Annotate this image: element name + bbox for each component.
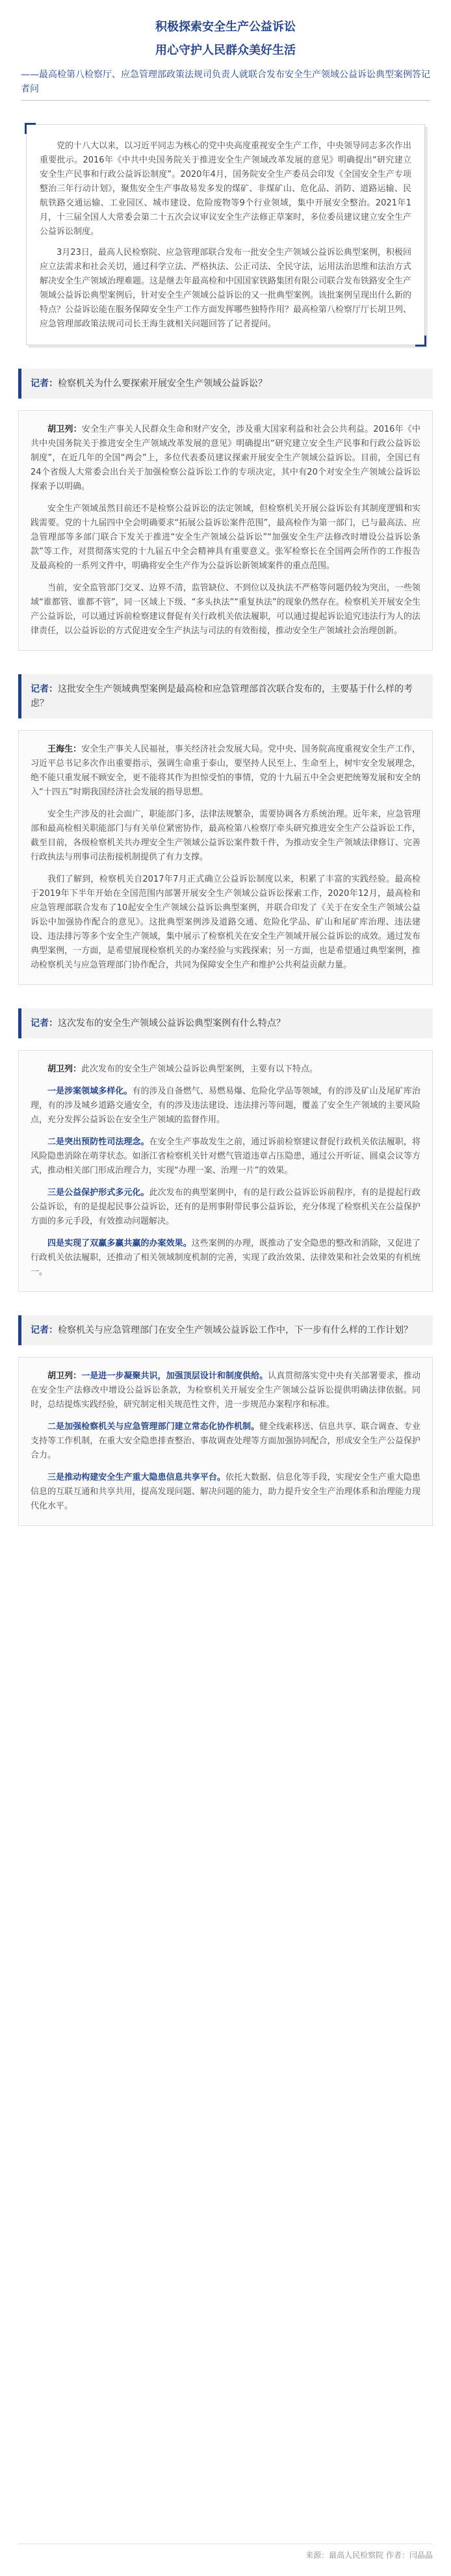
answer-text: 认真贯彻落实党中央有关部署要求，推动在安全生产法修改中增设公益诉讼条款，为检察机关开展安全生产领域公益诉讼提供明确法律依据。同时，总结提炼实践经验，研究制定相关规范性文件，进一步规范办案程序和标准。 [31, 1371, 420, 1410]
answer-paragraph [31, 873, 420, 973]
answer-block [18, 1050, 433, 1292]
question-block [18, 674, 433, 718]
answer-paragraph [31, 1062, 420, 1077]
answer-text: 此次发布的典型案例中，有的是行政公益诉讼诉前程序，有的是提起行政公益诉讼，有的是提起民事公益诉讼，还有的是刑事附带民事公益诉讼，充分体现了检察机关在公益保护方面的多元手段，有效推动问题解决。 [31, 1188, 420, 1226]
answer-paragraph [31, 423, 420, 494]
answer-paragraph [31, 808, 420, 865]
question-block [18, 369, 433, 399]
point-heading: 四是实现了双赢多赢共赢的办案效果。 [47, 1239, 192, 1248]
answer-text: 当前，安全监管部门交叉、边界不清，监管缺位、不到位以及执法不严格等问题仍较为突出，一些领域“谁都管、谁都不管”，同一区域上下级、“多头执法”“重复执法”的现象仍然存在。检察机关开展安全生产公益诉讼，可以通过诉前检察建议督促有关行政机关依法履职，可以通过提起诉讼追究违法行为人的法律责任，以公益诉讼的方式促进安全生产执法与司法的有效衔接，推动安全生产领域社会治理创新。 [31, 583, 420, 636]
point-heading: 二是加强检察机关与应急管理部门建立常态化协作机制。 [47, 1422, 260, 1432]
article-footer [18, 2543, 433, 2560]
corner-decoration [25, 123, 36, 134]
footer-divider [18, 2543, 433, 2544]
answer-text: 这些案例的办理，既推动了安全隐患的整改和消除，又促进了行政机关依法履职，还推动了相关领域制度机制的完善，实现了政治效果、法律效果和社会效果的有机统一。 [31, 1239, 420, 1277]
answer-text: 在安全生产事故发生之前，通过诉前检察建议督促行政机关依法履职，将风险隐患消除在萌芽状态。如浙江省检察机关针对燃气管道违章占压隐患，通过公开听证、圆桌会议等方式，推动相关部门形成治理合力，实现“办理一案、治理一片”的效果。 [31, 1137, 420, 1176]
answer-text: 我们了解到，检察机关自2017年7月正式确立公益诉讼制度以来，积累了丰富的实践经验。最高检于2019年下半年开始在全国范围内部署开展安全生产领域公益诉讼探索工作，2020年12月，最高检和应急管理部联合发布了10起安全生产领域公益诉讼典型案例，并联合印发了《关于在安全生产领域公益诉讼中加强协作配合的意见》。这批典型案例涉及道路交通、危险化学品、矿山和尾矿库治理、违法建设、违法排污等多个安全生产领域，集中展示了检察机关在安全生产领域开展公益诉讼的成效。通过发布典型案例，一方面，是希望展现检察机关的办案经验与实践探索；另一方面，也是希望通过典型案例，推动检察机关与应急管理部门协作配合，共同为保障安全生产和维护公共利益贡献力量。 [31, 874, 420, 970]
answer-text: 安全生产事关人民群众生命和财产安全，涉及重大国家利益和社会公共利益。2016年《中共中央国务院关于推进安全生产领域改革发展的意见》明确提出“研究建立安全生产民事和行政公益诉讼制度”，在近几年的全国“两会”上，多位代表委员建议探索开展安全生产领域公益诉讼。目前，全国已有24个省级人大常委会出台关于加强检察公益诉讼工作的专项决定，其中有20个对安全生产领域公益诉讼探索予以明确。 [31, 425, 420, 492]
answer-text: 此次发布的安全生产领域公益诉讼典型案例，主要有以下特点。 [81, 1064, 318, 1074]
answer-paragraph [31, 743, 420, 800]
answer-text: 安全生产事关人民福祉，事关经济社会发展大局。党中央、国务院高度重视安全生产工作，习近平总书记多次作出重要指示，强调生命重于泰山，要坚持人民至上、生命至上，树牢安全发展理念，绝不能只重发展不顾安全，更不能将其作为担惊受怕的事情，党的十九届五中全会更把统筹发展和安全纳入“十四五”时期我国经济社会发展的指导思想。 [31, 744, 420, 797]
point-heading: 一是进一步凝聚共识，加强顶层设计和制度供给。 [81, 1371, 268, 1381]
question-text: 这批安全生产领域典型案例是最高检和应急管理部首次联合发布的，主要基于什么样的考虑？ [31, 684, 413, 709]
point-heading: 二是突出预防性司法理念。 [47, 1137, 149, 1147]
question-tag: 记者： [31, 1325, 58, 1335]
answer-text: 安全生产领域虽然目前还不是检察公益诉讼的法定领域，但检察机关开展公益诉讼有其制度逻辑和实践需要。党的十九届四中全会明确要求“拓展公益诉讼案件范围”，最高检作为第一部门，已与最高法、应急管理部等多部门联合下发关于推进“安全生产领域公益诉讼”“加强安全生产法修改时增设公益诉讼条款”等工作，对贯彻落实党的十九届五中全会精神具有重要意义。张军检察长在全国两会所作的工作报告及最高检的一系列文件中，明确将安全生产作为公益诉讼新领域案件的重点范围。 [31, 504, 420, 571]
answer-paragraph [31, 1237, 420, 1280]
speaker-name: 胡卫列： [47, 1064, 82, 1074]
question-text: 检察机关为什么要探索开展安全生产领域公益诉讼？ [58, 378, 267, 389]
answer-paragraph [31, 1369, 420, 1412]
subtitle-divider [21, 100, 430, 101]
question-tag: 记者： [31, 684, 58, 694]
question-text: 这次发布的安全生产领域公益诉讼典型案例有什么特点？ [58, 1018, 285, 1029]
speaker-name: 王海生： [47, 744, 82, 754]
answer-block [18, 730, 433, 985]
question-text: 检察机关与应急管理部门在安全生产领域公益诉讼工作中，下一步有什么样的工作计划？ [58, 1325, 413, 1335]
answer-paragraph [31, 1471, 420, 1514]
answer-text: 依托大数据、信息化等手段，实现安全生产重大隐患信息的互联互通和共享共用，提高发现问题、解决问题的能力，助力提升安全生产治理体系和治理能力现代化水平。 [31, 1473, 420, 1511]
lead-paragraph: 党的十八大以来，以习近平同志为核心的党中央高度重视安全生产工作，中央领导同志多次作出重要批示。2016年《中共中央国务院关于推进安全生产领域改革发展的意见》明确提出“研究建立安全生产民事和行政公益诉讼制度”。2020年4月，国务院安全生产委员会印发《全国安全生产专项整治三年行动计划》，聚焦安全生产事故易发多发的煤矿、非煤矿山、危化品、消防、道路运输、民航铁路交通运输、工业园区、城市建设、危险废物等9个行业领域，集中开展安全整治。2021年1月，十三届全国人大常委会第二十五次会议审议安全生产法修正草案时，多位委员建议建立安全生产公益诉讼制度。 [40, 141, 412, 237]
lead-box [26, 124, 425, 345]
answer-block [18, 1357, 433, 1526]
answer-text: 有的涉及自备燃气、易燃易爆、危险化学品等领域，有的涉及矿山及尾矿库治理，有的涉及城乡道路交通安全，有的涉及违法建设、违法排污等问题，覆盖了安全生产领域的主要风险点，充分发挥公益诉讼在安全生产领域的监督作用。 [31, 1086, 420, 1125]
source-credit: 来源：最高人民检察院 作者：闫晶晶 [305, 2551, 433, 2560]
question-block [18, 1008, 433, 1038]
point-heading: 三是公益保护形式多元化。 [47, 1188, 149, 1198]
answer-block [18, 410, 433, 651]
answer-paragraph [31, 1186, 420, 1229]
lead-paragraph: 3月23日，最高人民检察院、应急管理部联合发布一批安全生产领域公益诉讼典型案例，积极回应立法需求和社会关切，通过科学立法、严格执法、公正司法、全民守法，运用法治思维和法治方式解决安全生产领域治理难题。这是继去年最高检和中国国家铁路集团有限公司联合发布铁路安全生产领域公益诉讼典型案例后，针对安全生产领域公益诉讼的又一批典型案例。该批案例呈现出什么新的特点？公益诉讼能在服务保障安全生产工作方面发挥哪些独特作用？最高检第八检察厅厅长胡卫列、应急管理部政策法规司司长王海生就相关问题回答了记者提问。 [40, 248, 412, 329]
answer-paragraph [31, 1084, 420, 1127]
answer-text: 安全生产涉及的社会面广，职能部门多，法律法规繁杂，需要协调各方系统治理。近年来，应急管理部和最高检相关职能部门与有关单位紧密协作，最高检第八检察厅牵头研究推进安全生产公益诉讼工作，截至目前，各级检察机关共办理安全生产领域公益诉讼案件数千件，为推动安全生产领域法律修订、完善行政执法与刑事司法衔接机制提供了有力支撑。 [31, 809, 420, 862]
corner-decoration [415, 335, 426, 347]
article-subtitle: ——最高检第八检察厅、应急管理部政策法规司负责人就联合发布安全生产领域公益诉讼典型案例答记者问 [21, 70, 430, 94]
answer-paragraph [31, 1420, 420, 1463]
answer-text: 健全线索移送、信息共享、联合调查、专业支持等工作机制，在重大安全隐患排查整治、事故调查处理等方面加强协同配合，形成安全生产公益保护合力。 [31, 1422, 420, 1460]
question-tag: 记者： [31, 1018, 58, 1029]
answer-paragraph [31, 502, 420, 573]
question-block [18, 1315, 433, 1345]
article-title-line2: 用心守护人民群众美好生活 [155, 44, 296, 57]
answer-paragraph [31, 581, 420, 638]
answer-paragraph [31, 1135, 420, 1178]
article-title-line1: 积极探索安全生产公益诉讼 [155, 20, 296, 34]
question-tag: 记者： [31, 378, 58, 389]
speaker-name: 胡卫列： [47, 1371, 82, 1381]
speaker-name: 胡卫列： [47, 425, 82, 434]
point-heading: 一是涉案领域多样化。 [47, 1086, 133, 1096]
point-heading: 三是推动构建安全生产重大隐患信息共享平台。 [47, 1473, 226, 1482]
